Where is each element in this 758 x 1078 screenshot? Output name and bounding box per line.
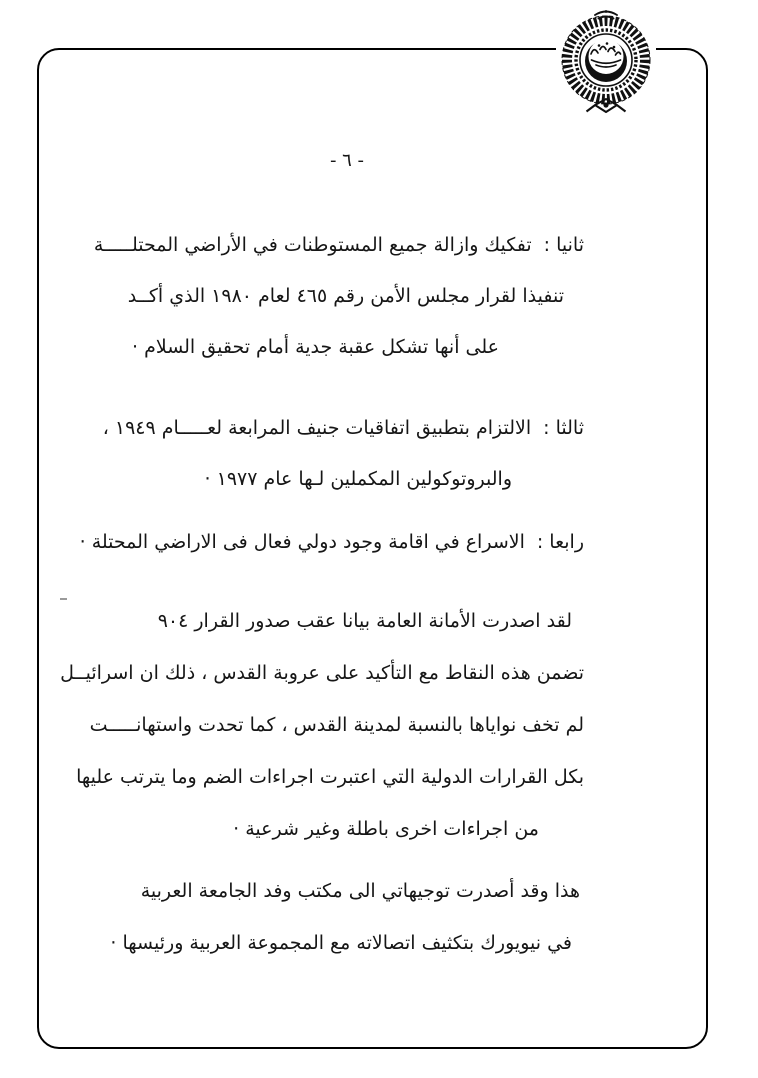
page-number: - ٦ - (329, 150, 365, 171)
text-line: تضمن هذه النقاط مع التأكيد على عروبة القدس ، ذلك ان اسرائيــل (60, 662, 584, 684)
text-line (66, 517, 584, 568)
section-list (66, 220, 584, 568)
section (66, 220, 584, 373)
paragraph (66, 865, 584, 969)
text-line: في نيويورك بتكثيف اتصالاته مع المجموعة العربية ورئيسها · (110, 932, 572, 954)
section-line-text: الاسراع في اقامة وجود دولي فعال فى الاراضي المحتلة · (79, 531, 525, 553)
document-body (60, 148, 584, 969)
text-line: والبروتوكولين المكملين لـها عام ١٩٧٧ · (204, 468, 512, 490)
paragraph-list (60, 595, 584, 969)
section-label: ثالثا : (543, 417, 584, 439)
text-line (66, 220, 584, 271)
section-line-text: تفكيك وازالة جميع المستوطنات في الأراضي المحتلـــــة (93, 234, 532, 256)
text-line: بكل القرارات الدولية التي اعتبرت اجراءات الضم وما يترتب عليها (76, 766, 584, 788)
section (66, 403, 584, 505)
text-line: هذا وقد أصدرت توجيهاتي الى مكتب وفد الجامعة العربية (140, 880, 580, 902)
section-label: ثانيا : (543, 234, 584, 256)
text-line (66, 403, 584, 454)
paragraph (60, 595, 584, 855)
text-line: تنفيذا لقرار مجلس الأمن رقم ٤٦٥ لعام ١٩٨٠ الذي أكــد (127, 285, 564, 307)
section-line-text: الالتزام بتطبيق اتفاقيات جنيف المرابعة لعـــــام ١٩٤٩ ، (102, 417, 532, 439)
section (66, 517, 584, 568)
text-line: لقد اصدرت الأمانة العامة بيانا عقب صدور القرار ٩٠٤ (157, 610, 572, 632)
section-label: رابعا : (536, 531, 584, 553)
text-line: على أنها تشكل عقبة جدية أمام تحقيق السلام · (132, 336, 499, 358)
text-line: من اجراءات اخرى باطلة وغير شرعية · (233, 818, 539, 840)
arab-league-seal-icon (558, 7, 654, 115)
letterhead-emblem (556, 5, 656, 117)
text-line: لم تخف نواياها بالنسبة لمدينة القدس ، كما تحدت واستهانـــــت (89, 714, 584, 736)
